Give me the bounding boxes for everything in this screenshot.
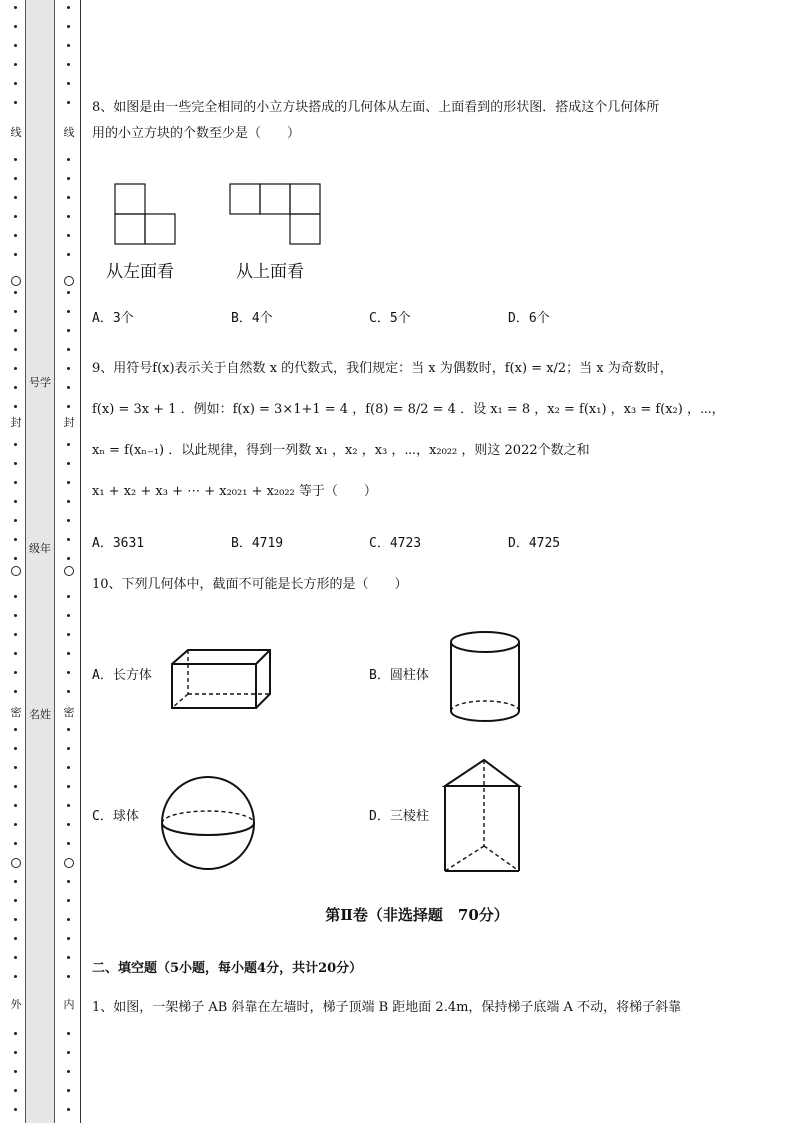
seal-dot [14, 899, 17, 902]
q9-text-line1: 9、用符号f(x)表示关于自然数 x 的代数式，我们规定：当 x 为偶数时，f(x) = x/2；当 x 为奇数时， [92, 361, 673, 376]
q8-top-view-figure [229, 183, 329, 247]
seal-dot [14, 215, 17, 218]
seal-dot [67, 937, 70, 940]
binding-rule-line [80, 0, 81, 1123]
q8-left-view-caption: 从左面看 [106, 262, 174, 282]
q10-option-b[interactable]: B．圆柱体 [369, 668, 429, 683]
grade-label: 级年 [29, 542, 51, 555]
seal-dot [14, 519, 17, 522]
seal-dot [67, 1108, 70, 1111]
seal-dot [67, 215, 70, 218]
seal-dot [67, 63, 70, 66]
seal-dot [14, 291, 17, 294]
seal-dot [14, 975, 17, 978]
seal-dot [67, 785, 70, 788]
seal-circle-icon [64, 858, 74, 868]
seal-dot [14, 25, 17, 28]
seal-dot [14, 880, 17, 883]
seal-dot [67, 158, 70, 161]
seal-dot [14, 671, 17, 674]
seal-dot [67, 310, 70, 313]
seal-dot [14, 766, 17, 769]
seal-mark-label: 封 [10, 416, 22, 429]
seal-dot [67, 291, 70, 294]
seal-dot [14, 101, 17, 104]
seal-dot [14, 538, 17, 541]
seal-dot [67, 880, 70, 883]
seal-dot [14, 196, 17, 199]
seal-dot [67, 82, 70, 85]
seal-dot [67, 823, 70, 826]
seal-dot [67, 462, 70, 465]
seal-dot [67, 196, 70, 199]
q9-option-d[interactable]: D．4725 [508, 536, 561, 551]
seal-dot [67, 25, 70, 28]
q9-option-c[interactable]: C．4723 [369, 536, 422, 551]
seal-mark-label: 密 [10, 706, 22, 719]
seal-dot [14, 386, 17, 389]
seal-dot [67, 405, 70, 408]
seal-dot [14, 253, 17, 256]
seal-dot [14, 557, 17, 560]
q10-option-a[interactable]: A．长方体 [92, 668, 152, 683]
part2-title: 第Ⅱ卷（非选择题 70分） [325, 906, 509, 924]
fill-in-section-heading: 二、填空题（5小题，每小题4分，共计20分） [92, 961, 363, 976]
seal-dot [67, 614, 70, 617]
seal-dot [67, 804, 70, 807]
seal-dot [67, 481, 70, 484]
seal-dot [14, 785, 17, 788]
seal-dot [14, 633, 17, 636]
q9-text-line3: xₙ = f(xₙ₋₁) ．以此规律，得到一列数 x₁ ，x₂ ，x₃ ，⋯，x₂₀₂₂ ，则这 2022个数之和 [92, 443, 590, 458]
seal-dot [14, 158, 17, 161]
seal-circle-icon [64, 566, 74, 576]
seal-circle-icon [64, 276, 74, 286]
seal-dot [14, 918, 17, 921]
seal-mark-label: 线 [10, 126, 22, 139]
q10-text: 10、下列几何体中，截面不可能是长方形的是（ ） [92, 577, 408, 592]
seal-dot [67, 728, 70, 731]
seal-dot [67, 595, 70, 598]
seal-dot [67, 1051, 70, 1054]
seal-dot [67, 671, 70, 674]
seal-mark-label: 外 [10, 998, 22, 1011]
student-number-label: 号学 [29, 376, 51, 389]
seal-dot [67, 101, 70, 104]
seal-dot [67, 6, 70, 9]
seal-dot [67, 234, 70, 237]
seal-mark-label: 密 [63, 706, 75, 719]
seal-dot [67, 538, 70, 541]
binding-margin [0, 0, 82, 1123]
seal-dot [14, 1032, 17, 1035]
seal-dot [14, 6, 17, 9]
seal-dot [14, 443, 17, 446]
q9-text-line2: f(x) = 3x + 1 ．例如：f(x) = 3×1+1 = 4 ，f(8) = 8/2 = 4 ．设 x₁ = 8 ，x₂ = f(x₁) ，x₃ = f(x₂) ，⋯， [92, 402, 725, 417]
seal-dot [14, 481, 17, 484]
seal-dot [67, 975, 70, 978]
seal-dot [67, 443, 70, 446]
seal-dot [67, 500, 70, 503]
cylinder-figure [448, 629, 522, 723]
seal-dot [67, 899, 70, 902]
seal-mark-label: 线 [63, 126, 75, 139]
seal-dot [67, 367, 70, 370]
seal-dot [14, 804, 17, 807]
seal-dot [14, 462, 17, 465]
q8-text-line1: 8、如图是由一些完全相同的小立方块搭成的几何体从左面、上面看到的形状图．搭成这个几何体所 [92, 100, 660, 115]
seal-circle-icon [11, 566, 21, 576]
seal-dot [14, 595, 17, 598]
seal-dot [14, 405, 17, 408]
seal-dot [14, 234, 17, 237]
seal-dot [67, 652, 70, 655]
seal-dot [14, 1108, 17, 1111]
seal-dot [14, 329, 17, 332]
seal-mark-label: 封 [63, 416, 75, 429]
seal-dot [67, 842, 70, 845]
seal-dot [67, 386, 70, 389]
seal-dot [67, 253, 70, 256]
seal-dot [14, 500, 17, 503]
seal-dot [67, 918, 70, 921]
seal-dot [14, 747, 17, 750]
seal-dot [14, 1070, 17, 1073]
seal-dot [14, 367, 17, 370]
sphere-figure [160, 775, 258, 873]
seal-dot [67, 1032, 70, 1035]
q10-option-d[interactable]: D．三棱柱 [369, 809, 429, 824]
seal-dot [14, 728, 17, 731]
seal-dot [14, 82, 17, 85]
triangular-prism-figure [442, 758, 522, 874]
seal-dot [14, 310, 17, 313]
right-dotted-seal-line [62, 0, 76, 1123]
q8-left-view-figure [114, 183, 184, 247]
seal-circle-icon [11, 276, 21, 286]
seal-dot [14, 842, 17, 845]
seal-dot [14, 823, 17, 826]
seal-dot [67, 519, 70, 522]
q9-option-a[interactable]: A．3631 [92, 536, 145, 551]
seal-dot [14, 614, 17, 617]
seal-dot [14, 348, 17, 351]
q8-option-d[interactable]: D．6个 [508, 311, 550, 326]
seal-dot [14, 1089, 17, 1092]
seal-dot [67, 329, 70, 332]
q8-top-view-caption: 从上面看 [236, 262, 304, 282]
seal-dot [14, 652, 17, 655]
seal-dot [14, 937, 17, 940]
seal-circle-icon [11, 858, 21, 868]
seal-dot [67, 747, 70, 750]
seal-dot [67, 557, 70, 560]
seal-dot [67, 956, 70, 959]
seal-dot [14, 690, 17, 693]
seal-dot [14, 956, 17, 959]
q9-text-line4: x₁ + x₂ + x₃ + ⋯ + x₂₀₂₁ + x₂₀₂₂ 等于（ ） [92, 484, 377, 499]
seal-dot [14, 1051, 17, 1054]
seal-dot [14, 177, 17, 180]
seal-dot [67, 766, 70, 769]
name-label: 名姓 [29, 708, 51, 721]
q9-option-b[interactable]: B．4719 [231, 536, 284, 551]
seal-dot [67, 633, 70, 636]
seal-dot [67, 1070, 70, 1073]
left-dotted-seal-line [9, 0, 23, 1123]
seal-dot [67, 690, 70, 693]
fill-q1-text: 1、如图，一架梯子 AB 斜靠在左墙时，梯子顶端 B 距地面 2.4m，保持梯子底端 A 不动，将梯子斜靠 [92, 1000, 682, 1015]
q8-option-c[interactable]: C．5个 [369, 311, 411, 326]
q8-option-b[interactable]: B．4个 [231, 311, 273, 326]
seal-dot [67, 44, 70, 47]
q8-option-a[interactable]: A．3个 [92, 311, 134, 326]
seal-mark-label: 内 [63, 998, 75, 1011]
seal-dot [67, 348, 70, 351]
seal-dot [67, 177, 70, 180]
student-info-band [25, 0, 55, 1123]
seal-dot [14, 63, 17, 66]
seal-dot [67, 1089, 70, 1092]
cuboid-figure [170, 648, 272, 710]
seal-dot [14, 44, 17, 47]
q10-option-c[interactable]: C．球体 [92, 809, 139, 824]
q8-text-line2: 用的小立方块的个数至少是（ ） [92, 126, 301, 141]
